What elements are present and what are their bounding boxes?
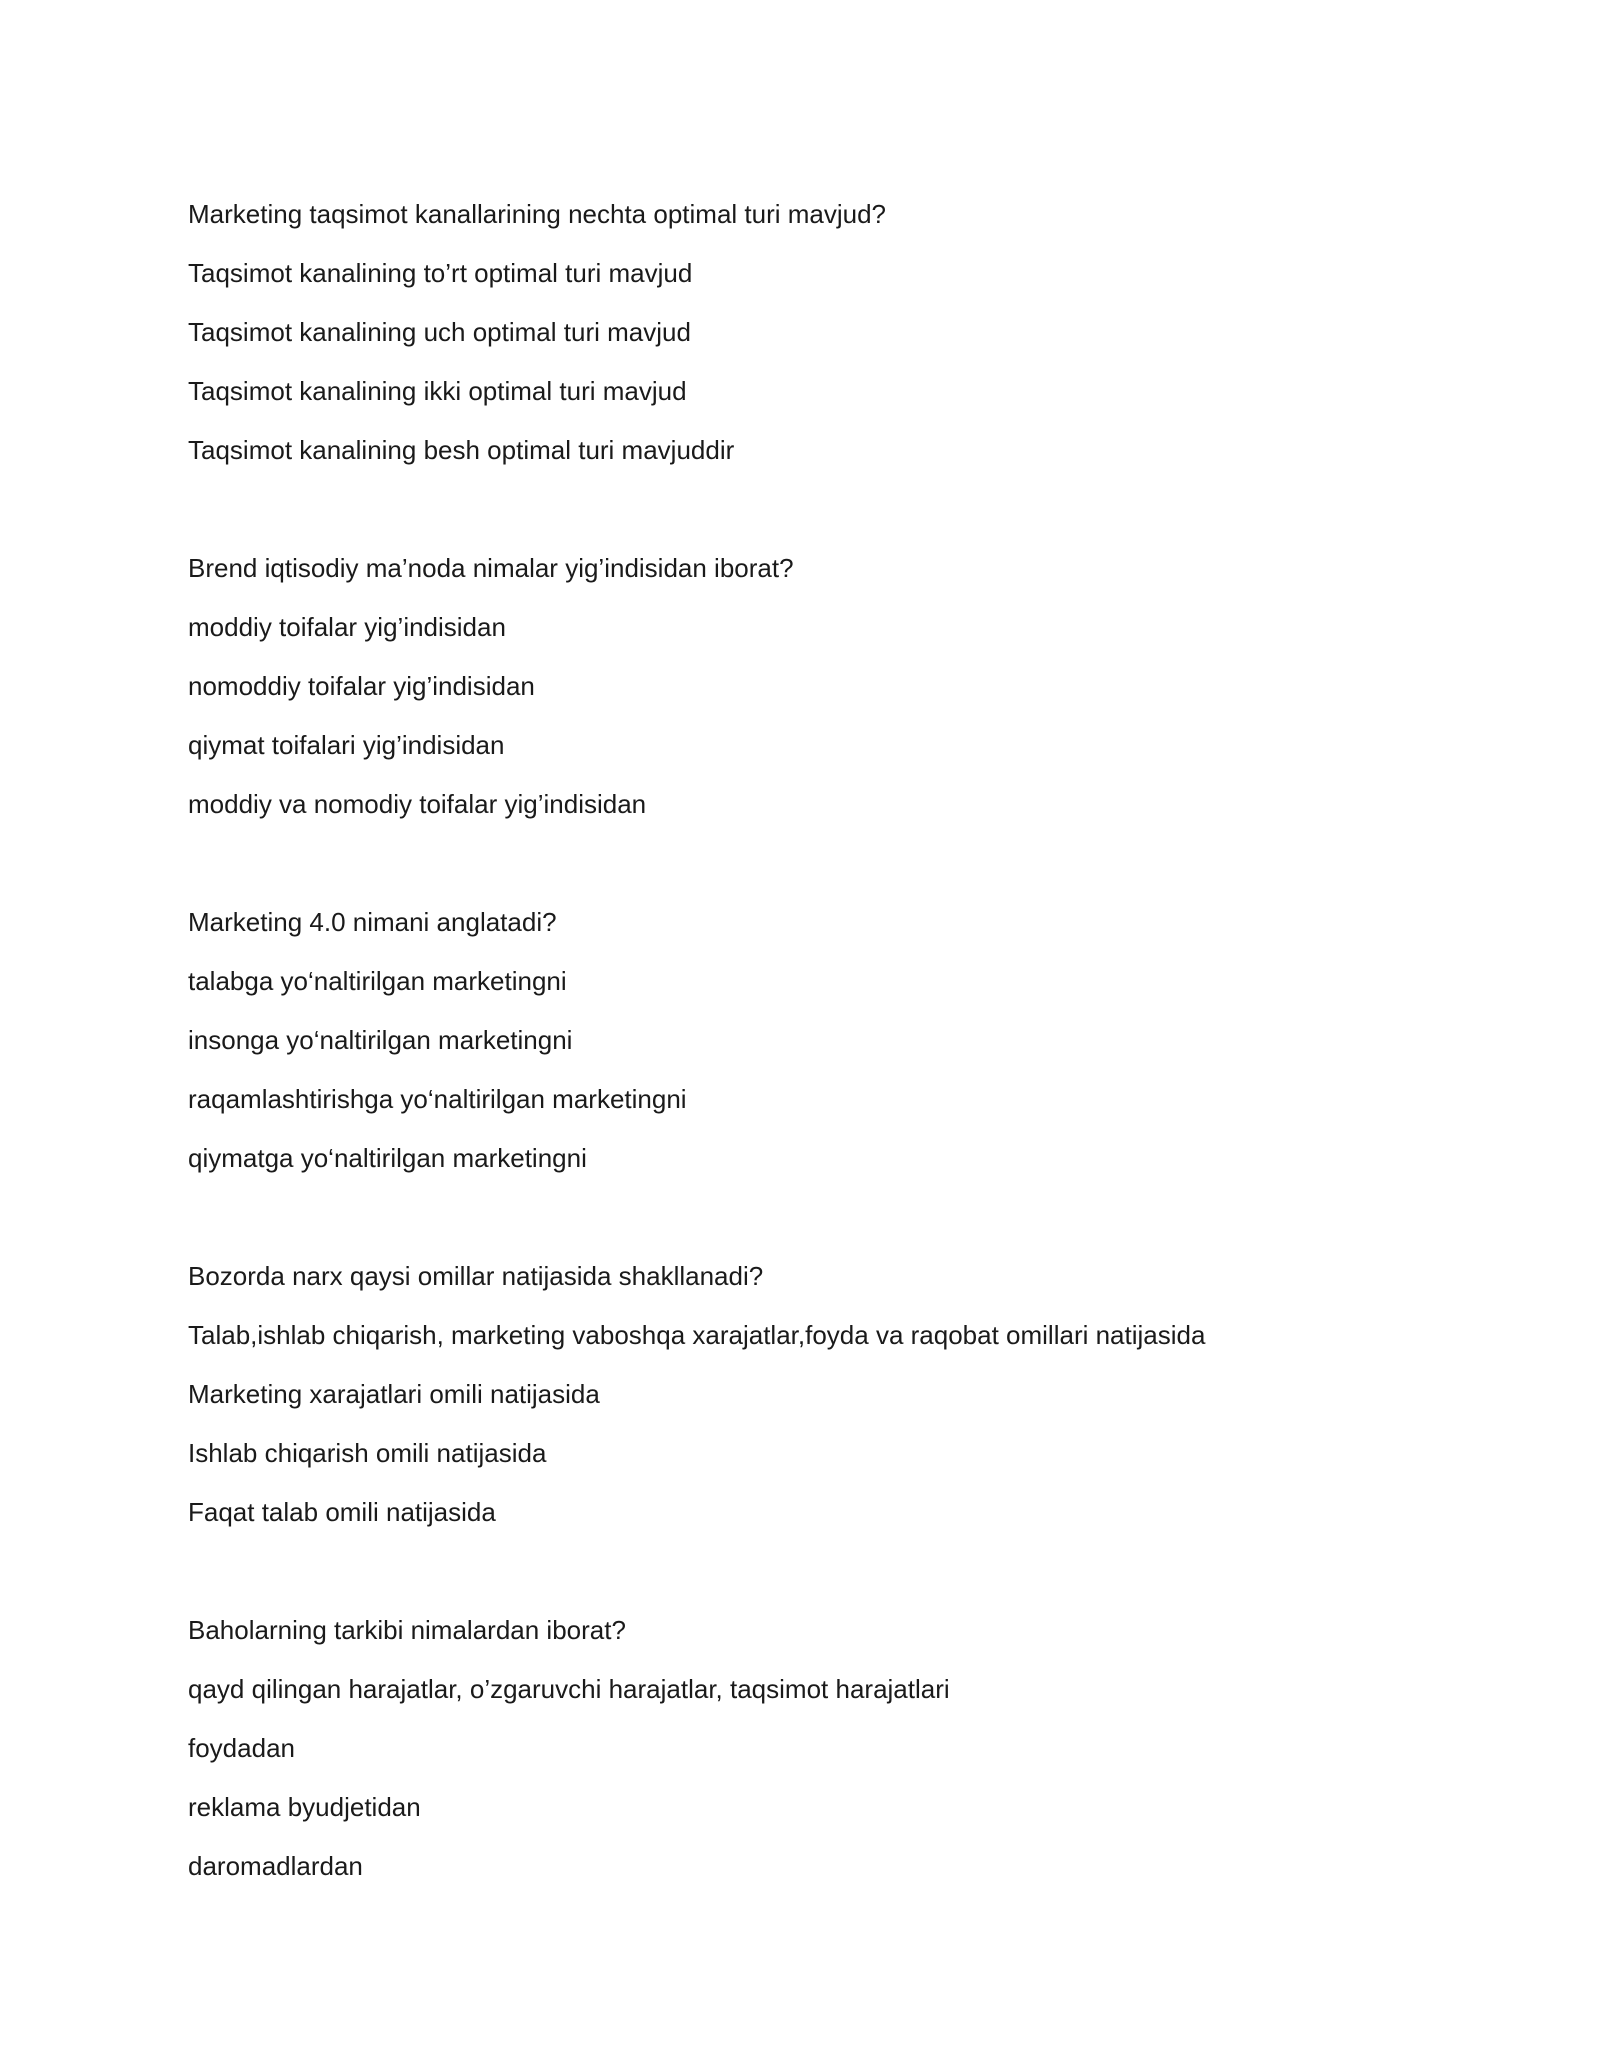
answer-option: Taqsimot kanalining to’rt optimal turi mavjud	[188, 258, 693, 288]
answer-option: reklama byudjetidan	[188, 1792, 421, 1822]
question-text: Marketing taqsimot kanallarining nechta optimal turi mavjud?	[188, 199, 887, 229]
question-block	[188, 539, 1448, 834]
answer-option: Ishlab chiqarish omili natijasida	[188, 1438, 547, 1468]
question-text: Brend iqtisodiy ma’noda nimalar yig’indisidan iborat?	[188, 553, 794, 583]
answer-option: talabga yo‘naltirilgan marketingni	[188, 966, 567, 996]
question-block	[188, 1601, 1448, 1896]
answer-option: Taqsimot kanalining uch optimal turi mavjud	[188, 317, 691, 347]
document-content	[188, 185, 1448, 1955]
answer-option: qiymatga yo‘naltirilgan marketingni	[188, 1143, 587, 1173]
answer-option: foydadan	[188, 1733, 295, 1763]
question-block	[188, 185, 1448, 480]
answer-option: daromadlardan	[188, 1851, 363, 1881]
answer-option: qayd qilingan harajatlar, o’zgaruvchi harajatlar, taqsimot harajatlari	[188, 1674, 950, 1704]
answer-option: Taqsimot kanalining besh optimal turi mavjuddir	[188, 435, 735, 465]
answer-option: moddiy toifalar yig’indisidan	[188, 612, 506, 642]
answer-option: Faqat talab omili natijasida	[188, 1497, 496, 1527]
answer-option: nomoddiy toifalar yig’indisidan	[188, 671, 535, 701]
answer-option: insonga yo‘naltirilgan marketingni	[188, 1025, 573, 1055]
question-text: Bozorda narx qaysi omillar natijasida shakllanadi?	[188, 1261, 764, 1291]
answer-option: raqamlashtirishga yo‘naltirilgan marketingni	[188, 1084, 687, 1114]
question-text: Marketing 4.0 nimani anglatadi?	[188, 907, 557, 937]
answer-option: Talab,ishlab chiqarish, marketing vaboshqa xarajatlar,foyda va raqobat omillari natijasida	[188, 1320, 1206, 1350]
question-text: Baholarning tarkibi nimalardan iborat?	[188, 1615, 626, 1645]
answer-option: Marketing xarajatlari omili natijasida	[188, 1379, 600, 1409]
question-block	[188, 893, 1448, 1188]
answer-option: qiymat toifalari yig’indisidan	[188, 730, 505, 760]
answer-option: moddiy va nomodiy toifalar yig’indisidan	[188, 789, 647, 819]
answer-option: Taqsimot kanalining ikki optimal turi mavjud	[188, 376, 687, 406]
question-block	[188, 1247, 1448, 1542]
